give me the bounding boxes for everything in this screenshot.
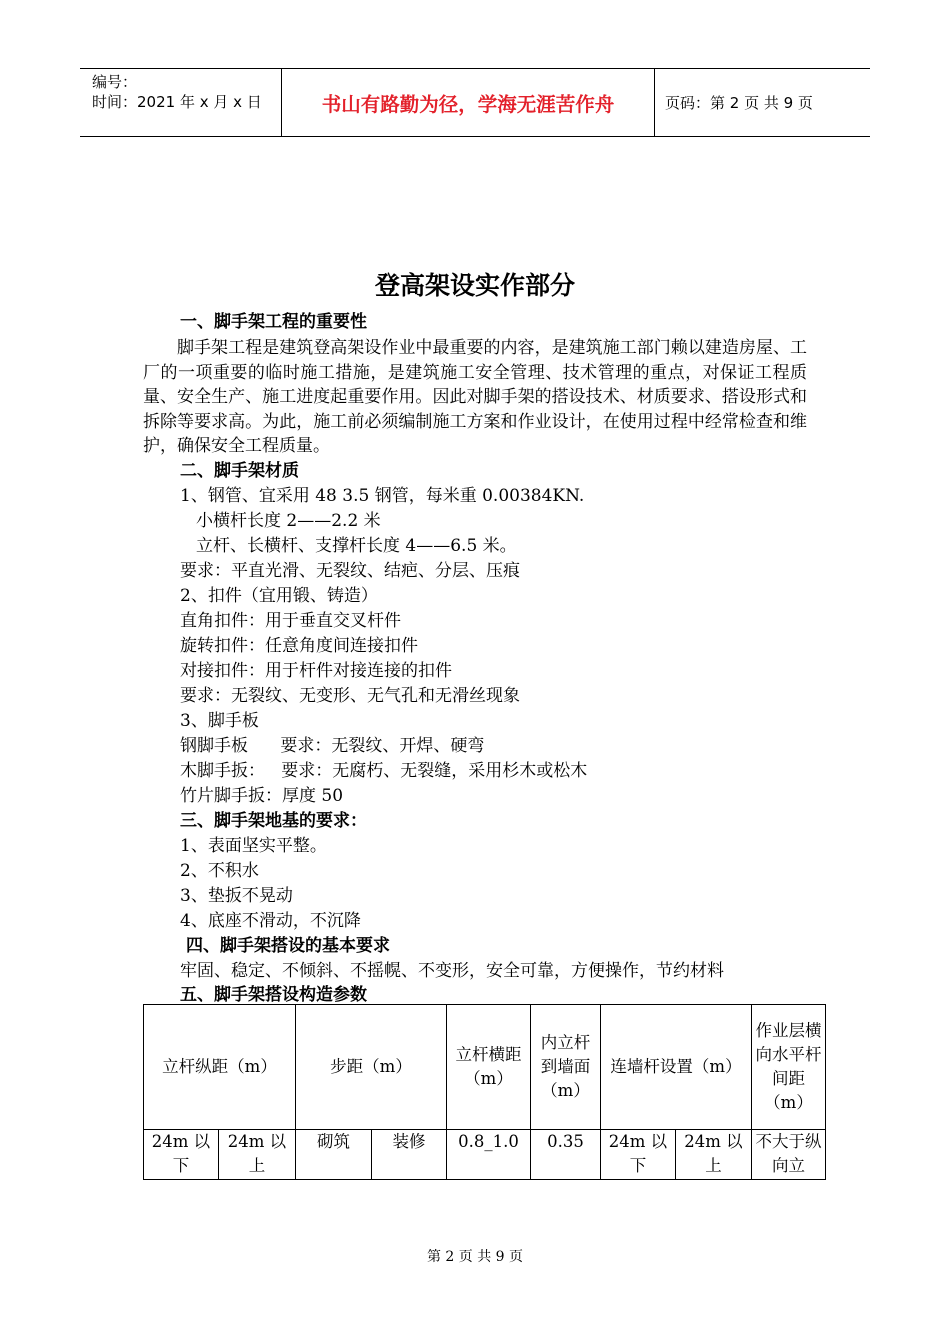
material-line: 立杆、长横杆、支撑杆长度 4——6.5 米。 (196, 536, 517, 556)
header-number-label: 编号： (92, 73, 138, 91)
table-row (144, 1130, 826, 1180)
page-footer: 第 2 页 共 9 页 (426, 1249, 524, 1265)
section-1-paragraph: 脚手架工程是建筑登高架设作业中最重要的内容，是建筑施工部门赖以建造房屋、工厂的一项重要的临时施工措施，是建筑施工安全管理、技术管理的重点，对保证工程质量、安全生产、施工进度起重要作用。因此对脚手架的搭设技术、材质要求、搭设形式和拆除等要求高。为此，施工前必须编制施工方案和作业设计，在使用过程中经常检查和维护，确保安全工程质量。 (143, 338, 807, 457)
foundation-line: 3、垫扳不晃动 (180, 886, 293, 906)
material-line: 旋转扣件：任意角度间连接扣件 (180, 636, 418, 656)
header-cell: 作业层横向水平杆间距（m） (752, 1005, 826, 1130)
header-cell: 步距（m） (296, 1005, 447, 1130)
header-cell: 连墙杆设置（m） (601, 1005, 752, 1130)
material-line: 2、扣件（宜用锻、铸造） (180, 586, 378, 606)
header-cell: 立杆横距（m） (447, 1005, 531, 1130)
foundation-line: 1、表面坚实平整。 (180, 836, 327, 856)
material-line: 要求：无裂纹、无变形、无气孔和无滑丝现象 (180, 686, 520, 706)
header-left-cell (80, 69, 282, 136)
material-line: 要求：平直光滑、无裂纹、结疤、分层、压痕 (180, 561, 520, 581)
section-2-heading: 二、脚手架材质 (180, 461, 299, 481)
section-4-text: 牢固、稳定、不倾斜、不摇幌、不变形，安全可靠，方便操作，节约材料 (180, 961, 724, 981)
header-page-label: 页码：第 2 页 共 9 页 (665, 94, 813, 112)
section-4-heading: 四、脚手架搭设的基本要求 (186, 936, 390, 956)
foundation-line: 4、底座不滑动，不沉降 (180, 911, 361, 931)
section-5-heading: 五、脚手架搭设构造参数 (180, 985, 367, 1005)
section-1-heading: 一、脚手架工程的重要性 (180, 312, 367, 332)
material-line: 3、脚手板 (180, 711, 259, 731)
material-line: 对接扣件：用于杆件对接连接的扣件 (180, 661, 452, 681)
table-cell: 0.35 (531, 1130, 601, 1180)
material-line: 钢脚手板 要求：无裂纹、开焊、硬弯 (180, 736, 485, 756)
material-line: 竹片脚手扳：厚度 50 (180, 786, 344, 806)
table-cell: 24m 以下 (144, 1130, 219, 1180)
section-3-heading: 三、脚手架地基的要求： (180, 811, 367, 831)
table-cell: 0.8_1.0 (447, 1130, 531, 1180)
header-motto: 书山有路勤为径，学海无涯苦作舟 (282, 69, 655, 136)
material-line: 木脚手扳： 要求：无腐朽、无裂缝，采用杉木或松木 (180, 761, 588, 781)
table-header-row (144, 1005, 826, 1130)
table-cell: 砌筑 (296, 1130, 372, 1180)
table-cell: 24m 以上 (676, 1130, 752, 1180)
table-cell: 24m 以上 (219, 1130, 296, 1180)
page-header (80, 68, 870, 137)
material-line: 小横杆长度 2——2.2 米 (196, 511, 381, 531)
header-cell: 内立杆到墙面（m） (531, 1005, 601, 1130)
header-date: 时间：2021 年 x 月 x 日 (92, 93, 262, 111)
material-line: 直角扣件：用于垂直交叉杆件 (180, 611, 401, 631)
foundation-line: 2、不积水 (180, 861, 259, 881)
table-cell: 24m 以下 (601, 1130, 676, 1180)
parameters-table (143, 1004, 826, 1180)
material-line: 1、钢管、宜采用 48 3.5 钢管，每米重 0.00384KN. (180, 486, 585, 506)
table-cell: 不大于纵向立 (752, 1130, 826, 1180)
table-cell: 装修 (372, 1130, 447, 1180)
document-title: 登高架设实作部分 (374, 271, 575, 300)
header-cell: 立杆纵距（m） (144, 1005, 296, 1130)
